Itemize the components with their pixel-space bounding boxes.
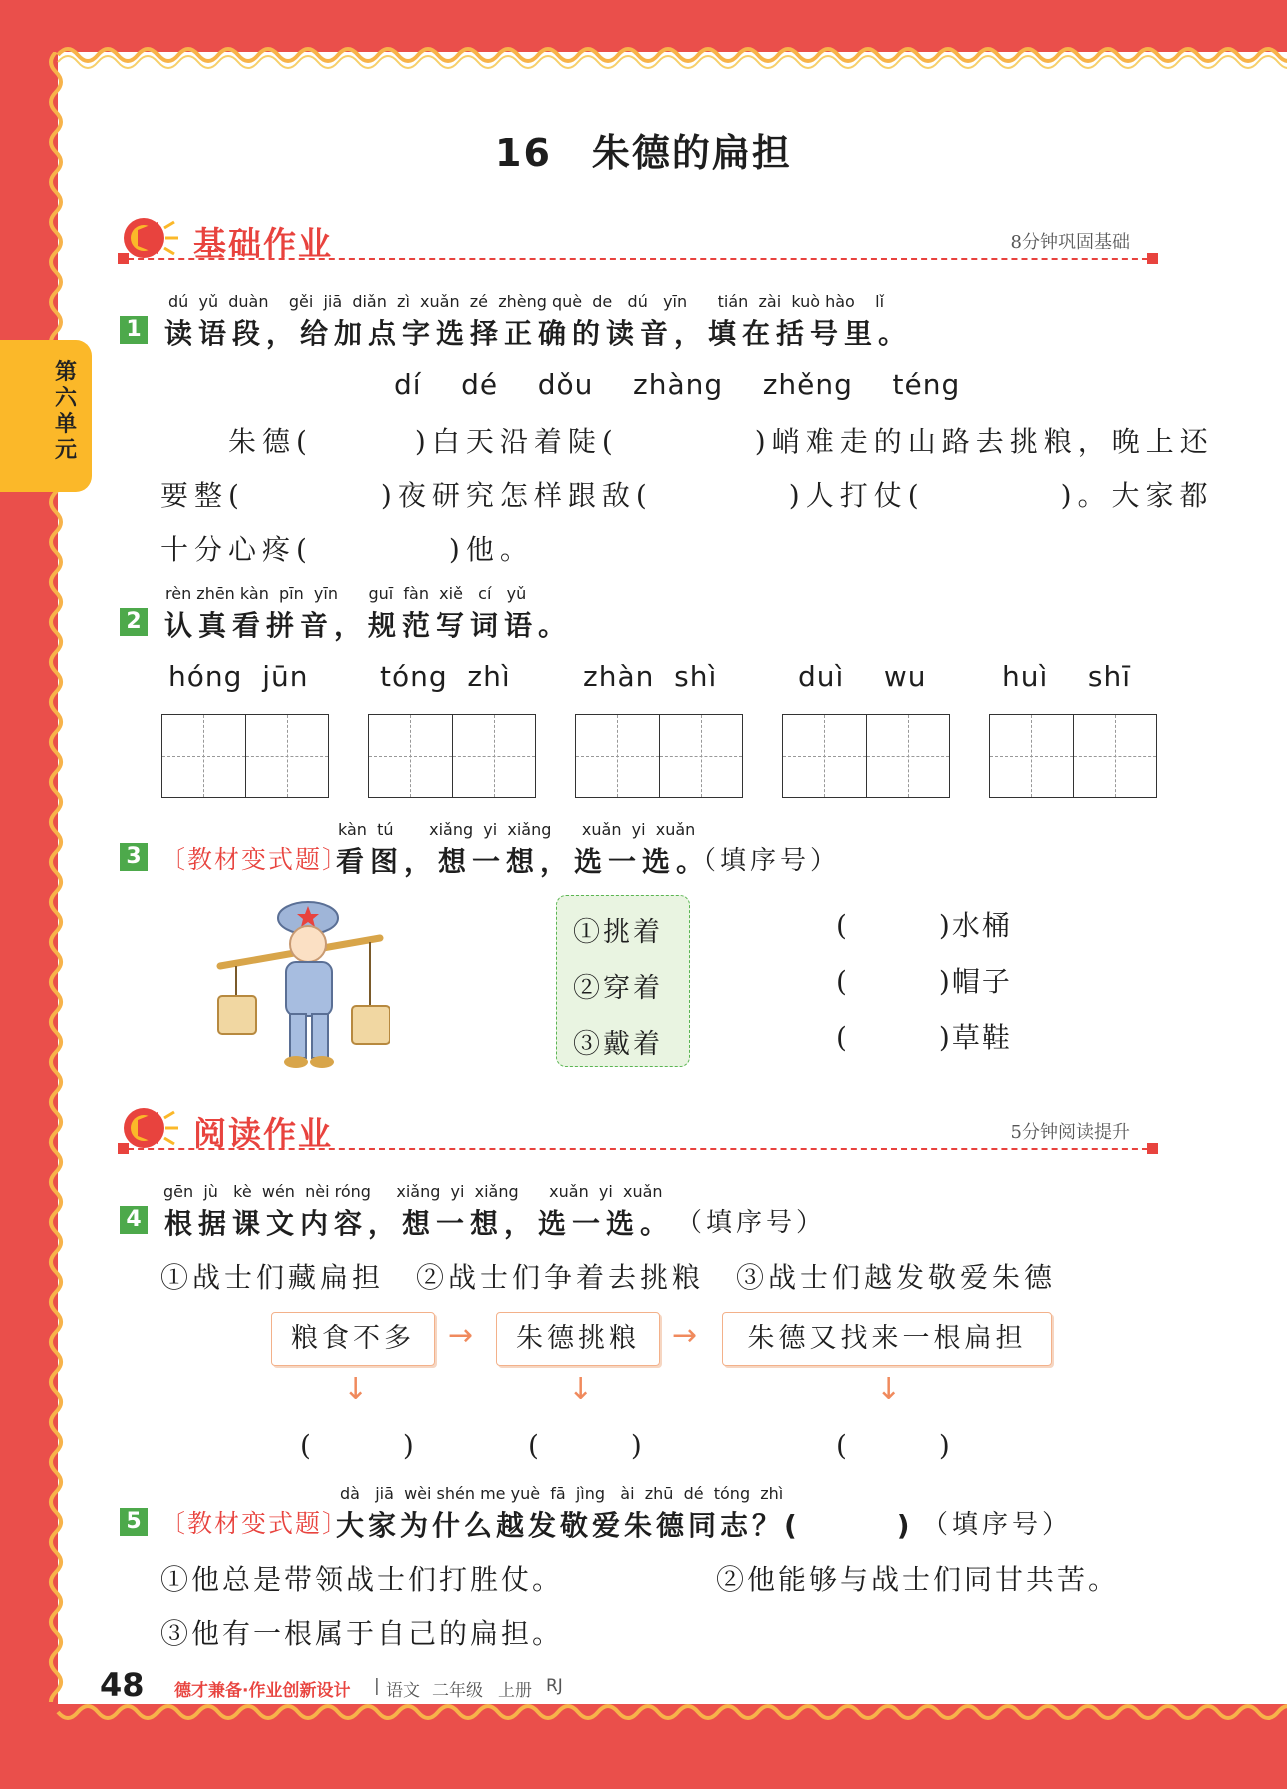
q2-pinyin: rèn zhēn kàn pīn yīn guī fàn xiě cí yǔ bbox=[165, 584, 527, 603]
q2-writing-grid[interactable] bbox=[575, 714, 743, 798]
page-number: 48 bbox=[100, 1666, 145, 1704]
divider-end-mark bbox=[1147, 253, 1158, 264]
q5-option: ③他有一根属于自己的扁担。 bbox=[160, 1617, 564, 1650]
q1-paragraph-line[interactable]: 十分心疼( )他。 bbox=[160, 533, 534, 566]
q4-number-badge: 4 bbox=[120, 1206, 148, 1234]
footer-divider: | bbox=[374, 1676, 380, 1696]
q3-prompt: 看图，想一想，选一选。 bbox=[336, 845, 711, 878]
q3-option-box bbox=[556, 895, 690, 1067]
q5-option: ①他总是带领战士们打胜仗。 bbox=[160, 1563, 564, 1596]
top-wavy-border bbox=[0, 40, 1287, 70]
q5-number-badge: 5 bbox=[120, 1508, 148, 1536]
divider-end-mark bbox=[1147, 1143, 1158, 1154]
section-time-note: 8分钟巩固基础 bbox=[1010, 232, 1130, 253]
divider-end-mark bbox=[118, 1143, 129, 1154]
q4-answer-blank[interactable]: ( ) bbox=[300, 1429, 416, 1462]
divider-end-mark bbox=[118, 253, 129, 264]
q5-pinyin: dà jiā wèi shén me yuè fā jìng ài zhū dé tóng zhì bbox=[340, 1484, 784, 1503]
footer-grade: 二年级 bbox=[432, 1681, 483, 1701]
q2-writing-grid[interactable] bbox=[161, 714, 329, 798]
q2-number-badge: 2 bbox=[120, 608, 148, 636]
q2-word-pinyin: duì wu bbox=[798, 660, 927, 693]
q3-number-badge: 3 bbox=[120, 843, 148, 871]
q3-pinyin: kàn tú xiǎng yi xiǎng xuǎn yi xuǎn bbox=[338, 820, 696, 839]
section-time-note: 5分钟阅读提升 bbox=[1010, 1122, 1130, 1143]
q1-pinyin-choices: dí dé dǒu zhàng zhěng téng bbox=[394, 368, 961, 401]
q2-writing-grid[interactable] bbox=[989, 714, 1157, 798]
section-title: 基础作业 bbox=[193, 224, 333, 263]
q1-paragraph-line[interactable]: 朱德( )白天沿着陡( )峭难走的山路去挑粮，晚上还 bbox=[228, 425, 1214, 458]
footer-term: 上册 bbox=[498, 1681, 532, 1701]
q2-writing-grid[interactable] bbox=[368, 714, 536, 798]
q5-prompt[interactable]: 大家为什么越发敬爱朱德同志？( ) bbox=[336, 1509, 914, 1542]
q4-flow-step: 朱德挑粮 bbox=[496, 1312, 660, 1366]
q5-hint: （填序号） bbox=[922, 1510, 1073, 1540]
q4-hint: （填序号） bbox=[676, 1208, 827, 1238]
left-wavy-border bbox=[44, 52, 68, 1702]
q2-word-pinyin: huì shī bbox=[1002, 660, 1131, 693]
footer-brand: 德才兼备·作业创新设计 bbox=[174, 1681, 351, 1701]
lesson-title: 16 朱德的扁担 bbox=[495, 131, 792, 175]
q1-number-badge: 1 bbox=[120, 316, 148, 344]
unit-side-tab-label: 第六单元 bbox=[54, 360, 77, 463]
q4-answer-blank[interactable]: ( ) bbox=[836, 1429, 952, 1462]
q3-answer-item[interactable]: ( )水桶 bbox=[836, 909, 1012, 942]
q2-word-pinyin: hóng jūn bbox=[168, 660, 309, 693]
q3-option: ③戴着 bbox=[573, 1029, 663, 1060]
section-basic-homework-header bbox=[118, 214, 1158, 274]
arrow-right-icon: → bbox=[672, 1318, 698, 1353]
q3-answer-item[interactable]: ( )帽子 bbox=[836, 965, 1012, 998]
arrow-down-icon: ↓ bbox=[876, 1372, 902, 1407]
q4-options: ①战士们藏扁担 ②战士们争着去挑粮 ③战士们越发敬爱朱德 bbox=[160, 1261, 1057, 1294]
footer-subject: 语文 bbox=[386, 1681, 420, 1701]
q1-paragraph-line[interactable]: 要整( )夜研究怎样跟敌( )人打仗( )。大家都 bbox=[160, 479, 1214, 512]
unit-side-tab bbox=[0, 340, 92, 492]
q1-prompt: 读语段，给加点字选择正确的读音，填在括号里。 bbox=[164, 317, 913, 350]
bottom-wavy-border bbox=[0, 1700, 1287, 1730]
q3-option: ②穿着 bbox=[573, 973, 663, 1004]
q2-word-pinyin: tóng zhì bbox=[380, 660, 511, 693]
q4-pinyin: gēn jù kè wén nèi róng xiǎng yi xiǎng xuǎn yi xuǎn bbox=[163, 1182, 663, 1201]
arrow-right-icon: → bbox=[448, 1318, 474, 1353]
q4-flow-step: 粮食不多 bbox=[271, 1312, 435, 1366]
q4-answer-blank[interactable]: ( ) bbox=[528, 1429, 644, 1462]
arrow-down-icon: ↓ bbox=[568, 1372, 594, 1407]
footer-edition: RJ bbox=[546, 1676, 563, 1696]
q3-answer-item[interactable]: ( )草鞋 bbox=[836, 1021, 1012, 1054]
q3-textbook-tag: 〔教材变式题〕 bbox=[160, 845, 350, 874]
section-divider bbox=[118, 258, 1158, 260]
q4-flow-step: 朱德又找来一根扁担 bbox=[722, 1312, 1052, 1366]
q2-prompt: 认真看拼音，规范写词语。 bbox=[164, 609, 573, 642]
section-reading-homework-header bbox=[118, 1104, 1158, 1164]
q5-textbook-tag: 〔教材变式题〕 bbox=[160, 1509, 350, 1538]
q3-option: ①挑着 bbox=[573, 917, 663, 948]
soldier-carrying-pole-illustration bbox=[210, 896, 390, 1076]
section-title: 阅读作业 bbox=[193, 1114, 333, 1153]
q2-word-pinyin: zhàn shì bbox=[583, 660, 718, 693]
q4-prompt: 根据课文内容，想一想，选一选。 bbox=[164, 1207, 675, 1240]
section-divider bbox=[118, 1148, 1158, 1150]
q2-writing-grid[interactable] bbox=[782, 714, 950, 798]
q1-pinyin: dú yǔ duàn gěi jiā diǎn zì xuǎn zé zhèng què de dú yīn tián zài kuò hào lǐ bbox=[168, 292, 885, 311]
arrow-down-icon: ↓ bbox=[343, 1372, 369, 1407]
q3-hint: （填序号） bbox=[690, 846, 841, 876]
q5-option: ②他能够与战士们同甘共苦。 bbox=[716, 1563, 1120, 1596]
